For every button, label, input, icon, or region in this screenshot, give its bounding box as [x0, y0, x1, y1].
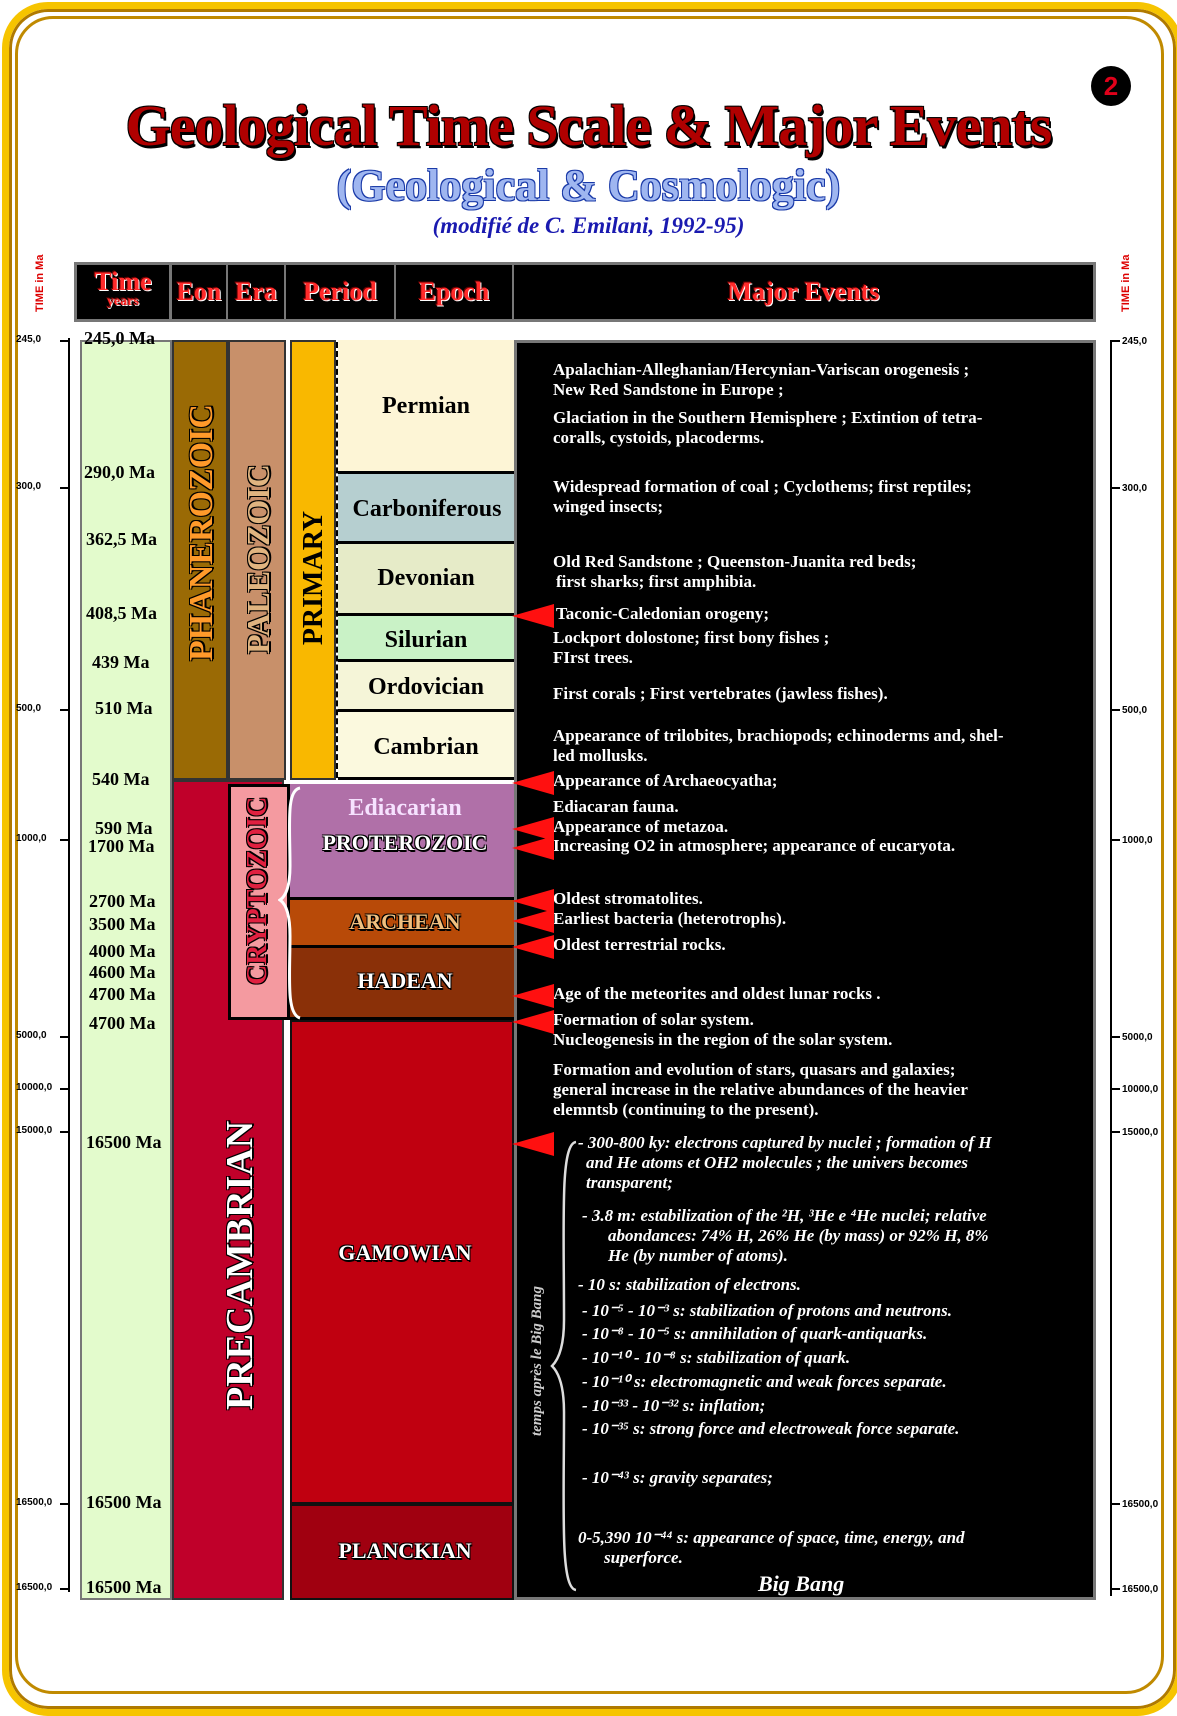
time-label: 16500 Ma	[86, 1492, 162, 1512]
time-label: 3500 Ma	[89, 914, 156, 934]
eon-phanerozoic-label: PHANEROZOIC	[183, 404, 220, 661]
header-era: Era	[228, 262, 286, 322]
time-label: 439 Ma	[92, 652, 150, 672]
header-time	[74, 262, 172, 322]
scale-tick-label: 10000,0	[1122, 1084, 1159, 1095]
scale-tick-label: 245,0	[1122, 336, 1148, 347]
epoch-gamowian-label: GAMOWIAN	[338, 1240, 472, 1265]
scale-tick-label: 16500,0	[16, 1497, 53, 1508]
scale-tick-label: 16500,0	[1122, 1584, 1159, 1595]
left-scale-axis	[68, 338, 70, 1592]
period-primary-label: PRIMARY	[298, 510, 329, 646]
scale-tick	[60, 487, 69, 489]
event-line: Widespread formation of coal ; Cyclothems; first reptiles;	[553, 477, 972, 496]
epoch-silurian-label: Silurian	[384, 627, 468, 653]
cosmic-time-label: temps après le Big Bang	[529, 1286, 545, 1437]
scale-tick-label: 5000,0	[16, 1030, 47, 1041]
event-line: First corals ; First vertebrates (jawless fishes).	[553, 684, 888, 703]
scale-tick	[60, 709, 69, 711]
cosmic-event-line: - 10⁻⁸ - 10⁻⁵ s: annihilation of quark-antiquarks.	[582, 1324, 928, 1343]
time-label: 540 Ma	[92, 769, 150, 789]
header-epoch: Epoch	[396, 262, 514, 322]
cryptozoic-brace-icon	[278, 786, 302, 1020]
scale-tick	[1111, 839, 1120, 841]
event-line: Old Red Sandstone ; Queenston-Juanita red beds;	[553, 552, 917, 571]
cosmic-event-line: - 3.8 m: estabilization of the ²H, ³He e ⁴He nuclei; relative	[582, 1206, 987, 1225]
scale-tick-label: 500,0	[1122, 705, 1148, 716]
event-arrow-icon	[512, 1010, 554, 1034]
cosmic-event-line: 0-5,390 10⁻⁴⁴ s: appearance of space, time, energy, and	[578, 1528, 965, 1547]
cosmic-event-line: transparent;	[586, 1173, 673, 1192]
epoch-planckian-label: PLANCKIAN	[338, 1538, 472, 1563]
epoch-hadean-label: HADEAN	[357, 968, 453, 993]
cosmic-event-line: - 10 s: stabilization of electrons.	[578, 1275, 801, 1294]
scale-tick	[60, 1036, 69, 1038]
event-line: Taconic-Caledonian orogeny;	[556, 604, 769, 623]
event-arrow-icon	[512, 984, 554, 1008]
scale-tick-label: 10000,0	[16, 1082, 53, 1093]
scale-tick	[1111, 1036, 1120, 1038]
scale-tick-label: 5000,0	[1122, 1032, 1153, 1043]
scale-tick	[1111, 1588, 1120, 1590]
cosmic-event-line: Big Bang	[758, 1571, 845, 1596]
epoch-permian-label: Permian	[382, 393, 470, 419]
eon-cryptozoic-label: CRYPTOZOIC	[242, 796, 273, 985]
left-scale-title: TIME in Ma	[34, 254, 46, 312]
scale-tick-label: 16500,0	[16, 1582, 53, 1593]
event-arrow-icon	[512, 909, 554, 933]
cosmic-event-line: - 10⁻¹⁰ - 10⁻⁸ s: stabilization of quark.	[582, 1348, 851, 1367]
event-line: Increasing O2 in atmosphere; appearance of eucaryota.	[553, 836, 956, 855]
cosmic-event-line: - 10⁻⁴³ s: gravity separates;	[582, 1468, 773, 1487]
scale-tick	[1111, 1503, 1120, 1505]
header-eon: Eon	[172, 262, 228, 322]
cosmic-event-line: He (by number of atoms).	[608, 1246, 788, 1265]
cosmic-event-line: - 10⁻⁵ - 10⁻³ s: stabilization of protons and neutrons.	[582, 1301, 952, 1320]
scale-tick-label: 300,0	[1122, 483, 1148, 494]
header-time-label: Time	[94, 267, 152, 296]
eon-precambrian-label: PRECAMBRIAN	[219, 1120, 261, 1410]
page-subtitle: (Geological & Cosmologic)	[336, 161, 841, 210]
event-line: Nucleogenesis in the region of the solar system.	[553, 1030, 893, 1049]
time-label: 362,5 Ma	[86, 529, 157, 549]
event-line: Glaciation in the Southern Hemisphere ; Extintion of tetra-	[553, 408, 983, 427]
event-line: Lockport dolostone; first bony fishes ;	[553, 628, 830, 647]
scale-tick-label: 15000,0	[1122, 1127, 1159, 1138]
event-line: led mollusks.	[553, 746, 648, 765]
event-line: FIrst trees.	[553, 648, 633, 667]
time-label: 16500 Ma	[86, 1577, 162, 1597]
header-period: Period	[286, 262, 396, 322]
era-paleozoic-label: PALEOZOIC	[240, 464, 276, 654]
event-line: general increase in the relative abundances of the heavier	[553, 1080, 968, 1099]
time-label: 2700 Ma	[89, 891, 156, 911]
event-line: Oldest stromatolites.	[553, 889, 703, 908]
page-number-badge: 2	[1091, 66, 1131, 106]
scale-tick-label: 300,0	[16, 481, 42, 492]
event-line: first sharks; first amphibia.	[556, 572, 757, 591]
scale-tick	[1111, 709, 1120, 711]
time-label: 1700 Ma	[88, 836, 155, 856]
credit-line: (modifié de C. Emilani, 1992-95)	[432, 213, 745, 238]
right-scale-axis	[1110, 340, 1112, 1596]
event-arrow-icon	[512, 836, 554, 860]
page-title: Geological Time Scale & Major Events	[125, 93, 1052, 158]
event-line: Apalachian-Alleghanian/Hercynian-Variscan orogenesis ;	[553, 360, 970, 379]
event-line: Appearance of Archaeocyatha;	[553, 771, 778, 790]
scale-tick	[60, 1588, 69, 1590]
scale-tick	[60, 340, 69, 342]
epoch-devonian-label: Devonian	[377, 565, 475, 591]
event-line: Age of the meteorites and oldest lunar rocks .	[553, 984, 881, 1003]
cosmic-event-line: - 10⁻¹⁰ s: electromagnetic and weak forces separate.	[582, 1372, 947, 1391]
cosmic-event-line: and He atoms et OH2 molecules ; the univers becomes	[586, 1153, 968, 1172]
event-line: New Red Sandstone in Europe ;	[553, 380, 784, 399]
cosmic-event-line: - 10⁻³⁵ s: strong force and electroweak force separate.	[582, 1419, 960, 1438]
scale-tick	[60, 1503, 69, 1505]
scale-tick	[60, 1088, 69, 1090]
time-label: 16500 Ma	[86, 1132, 162, 1152]
time-label: 245,0 Ma	[84, 328, 155, 348]
scale-tick	[60, 839, 69, 841]
time-label: 290,0 Ma	[84, 462, 155, 482]
event-line: Ediacaran fauna.	[553, 797, 679, 816]
event-line: Appearance of metazoa.	[553, 817, 729, 836]
epoch-ediacarian-label: Ediacarian	[348, 795, 462, 821]
cosmic-brace-icon	[550, 1140, 578, 1592]
scale-tick	[1111, 340, 1120, 342]
right-scale-title: TIME in Ma	[1120, 254, 1132, 312]
event-arrow-icon	[512, 604, 554, 628]
scale-tick-label: 1000,0	[1122, 835, 1153, 846]
time-label: 510 Ma	[95, 698, 153, 718]
time-label: 4600 Ma	[89, 962, 156, 982]
event-line: Earliest bacteria (heterotrophs).	[553, 909, 787, 928]
scale-tick	[1111, 487, 1120, 489]
time-label: 4000 Ma	[89, 941, 156, 961]
scale-tick	[1111, 1088, 1120, 1090]
event-line: Oldest terrestrial rocks.	[553, 935, 726, 954]
scale-tick-label: 500,0	[16, 703, 42, 714]
event-line: elemntsb (continuing to the present).	[553, 1100, 819, 1119]
epoch-carboniferous-label: Carboniferous	[352, 496, 502, 522]
event-line: Foermation of solar system.	[553, 1010, 754, 1029]
scale-tick-label: 1000,0	[16, 833, 47, 844]
event-arrow-icon	[512, 1132, 554, 1156]
scale-tick-label: 16500,0	[1122, 1499, 1159, 1510]
event-arrow-icon	[512, 771, 554, 795]
epoch-ordovician-label: Ordovician	[367, 674, 484, 700]
time-label: 4700 Ma	[89, 1013, 156, 1033]
time-label: 590 Ma	[95, 818, 153, 838]
cosmic-event-line: abondances: 74% H, 26% He (by mass) or 92% H, 8%	[608, 1226, 989, 1245]
scale-tick-label: 15000,0	[16, 1125, 53, 1136]
cosmic-event-line: - 10⁻³³ - 10⁻³² s: inflation;	[582, 1396, 766, 1415]
event-line: winged insects;	[553, 497, 664, 516]
epoch-cambrian-label: Cambrian	[373, 734, 479, 760]
scale-tick	[60, 1131, 69, 1133]
epoch-archean-label: ARCHEAN	[349, 909, 461, 934]
event-arrow-icon	[512, 935, 554, 959]
event-line: coralls, cystoids, placoderms.	[553, 428, 765, 447]
header-major-events: Major Events	[514, 262, 1096, 322]
scale-tick-label: 245,0	[16, 334, 42, 345]
event-line: Appearance of trilobites, brachiopods; echinoderms and, shel-	[553, 726, 1004, 745]
time-label: 408,5 Ma	[86, 603, 157, 623]
event-line: Formation and evolution of stars, quasars and galaxies;	[553, 1060, 956, 1079]
epoch-proterozoic-label: PROTEROZOIC	[322, 830, 488, 855]
time-label: 4700 Ma	[89, 984, 156, 1004]
cosmic-event-line: - 300-800 ky: electrons captured by nuclei ; formation of H	[578, 1133, 992, 1152]
cosmic-event-line: superforce.	[604, 1548, 683, 1567]
scale-tick	[1111, 1131, 1120, 1133]
header-time-unit: years	[107, 294, 139, 309]
